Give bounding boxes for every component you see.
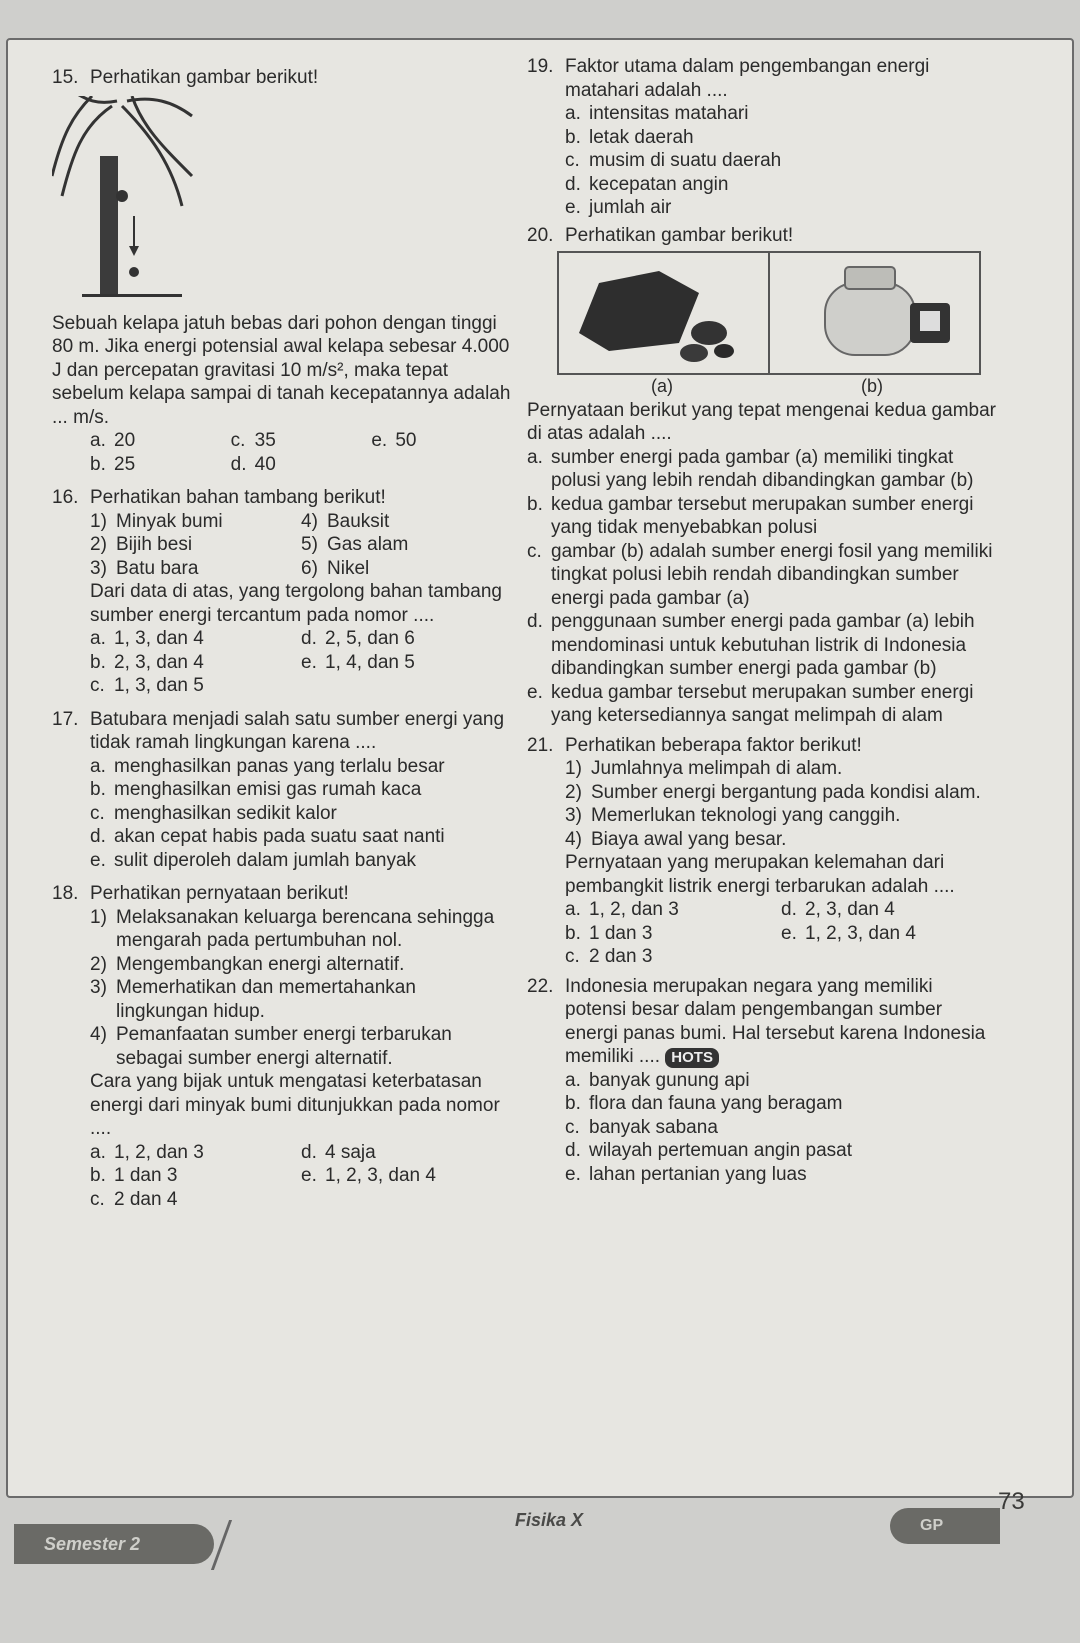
option[interactable]: d. kecepatan angin bbox=[565, 173, 729, 195]
list-item: 1) Minyak bumi bbox=[90, 510, 223, 532]
option[interactable]: c. musim di suatu daerah bbox=[565, 150, 782, 171]
list-item: 4) Biaya awal yang besar. bbox=[565, 828, 787, 850]
option[interactable]: c. 2 dan 3 bbox=[565, 946, 653, 967]
option[interactable]: b. 2, 3, dan 4 bbox=[90, 651, 204, 673]
answer-options bbox=[90, 627, 512, 698]
option[interactable]: c. menghasilkan sedikit kalor bbox=[90, 802, 337, 824]
list-item: 5) Gas alam bbox=[301, 534, 409, 555]
option[interactable]: b. 25 bbox=[90, 453, 136, 475]
question-prompt: Perhatikan gambar berikut! bbox=[90, 67, 319, 88]
figure-labels bbox=[557, 375, 977, 399]
question-number: 17. bbox=[52, 708, 79, 730]
option[interactable]: a. sumber energi pada gambar (a) memiliki tingkat polusi yang lebih rendah dibandingkan gambar (b) bbox=[527, 446, 974, 491]
question-prompt: Perhatikan beberapa faktor berikut! bbox=[565, 734, 862, 756]
option[interactable]: a. menghasilkan panas yang terlalu besar bbox=[90, 755, 445, 777]
option[interactable]: a. 1, 2, dan 3 bbox=[90, 1141, 204, 1163]
question-prompt: Batubara menjadi salah satu sumber energi yang tidak ramah lingkungan karena .... bbox=[90, 708, 505, 753]
answer-options bbox=[527, 446, 997, 728]
option[interactable]: a. 1, 3, dan 4 bbox=[90, 628, 204, 649]
option[interactable]: e. 50 bbox=[371, 430, 417, 451]
coconut-tree-figure bbox=[52, 96, 512, 306]
list-item: 2) Bijih besi bbox=[90, 534, 193, 555]
option[interactable]: c. gambar (b) adalah sumber energi fosil yang memiliki tingkat polusi lebih rendah dibandingkan sumber energi pada gambar (a) bbox=[527, 540, 993, 609]
option[interactable]: b. kedua gambar tersebut merupakan sumber energi yang tidak menyebabkan polusi bbox=[527, 493, 974, 538]
option[interactable]: b. 1 dan 3 bbox=[565, 922, 653, 944]
question-prompt: Perhatikan gambar berikut! bbox=[565, 224, 794, 246]
question-prompt: Indonesia merupakan negara yang memiliki potensi besar dalam pengembangan sumber energi panas bumi. Hal tersebut karena Indonesia memiliki .... HOTS bbox=[565, 975, 986, 1067]
question-16 bbox=[52, 486, 512, 698]
hots-badge: HOTS bbox=[665, 1048, 719, 1068]
option[interactable]: e. lahan pertanian yang luas bbox=[565, 1163, 807, 1185]
question-15 bbox=[52, 66, 512, 476]
option[interactable]: a. 1, 2, dan 3 bbox=[565, 899, 679, 920]
option[interactable]: c. banyak sabana bbox=[565, 1116, 718, 1138]
list-item: 4) Bauksit bbox=[301, 510, 390, 532]
question-21 bbox=[527, 734, 997, 969]
list-item: 6) Nikel bbox=[301, 557, 370, 579]
option[interactable]: d. wilayah pertemuan angin pasat bbox=[565, 1140, 853, 1161]
left-column bbox=[52, 66, 512, 1215]
option[interactable]: e. 1, 2, 3, dan 4 bbox=[781, 922, 916, 944]
answer-options bbox=[90, 755, 512, 873]
answer-options bbox=[565, 1069, 997, 1187]
list-item: 4) Pemanfaatan sumber energi terbarukan sebagai sumber energi alternatif. bbox=[90, 1024, 452, 1069]
question-prompt: Faktor utama dalam pengembangan energi matahari adalah .... bbox=[565, 56, 930, 101]
question-number: 20. bbox=[527, 224, 554, 246]
option[interactable]: a. intensitas matahari bbox=[565, 103, 749, 124]
item-list bbox=[90, 906, 512, 1071]
option[interactable]: e. kedua gambar tersebut merupakan sumber energi yang ketersediannya sangat melimpah di alam bbox=[527, 681, 974, 726]
list-item: 1) Melaksanakan keluarga berencana sehingga mengarah pada pertumbuhan nol. bbox=[90, 906, 495, 951]
subject-label: Fisika X bbox=[515, 1510, 584, 1530]
question-17 bbox=[52, 708, 512, 873]
right-column bbox=[527, 55, 997, 1190]
answer-options bbox=[90, 1141, 512, 1212]
list-item: 2) Mengembangkan energi alternatif. bbox=[90, 953, 405, 975]
question-20 bbox=[527, 224, 997, 728]
answer-options bbox=[565, 898, 997, 969]
question-19 bbox=[527, 55, 997, 220]
option[interactable]: d. 2, 5, dan 6 bbox=[301, 628, 415, 649]
list-item: 3) Memerhatikan dan memertahankan lingkungan hidup. bbox=[90, 977, 416, 1022]
page-number: 73 bbox=[998, 1488, 1025, 1515]
option[interactable]: e. sulit diperoleh dalam jumlah banyak bbox=[90, 849, 417, 871]
list-item: 3) Batu bara bbox=[90, 557, 199, 579]
publisher-logo: GP bbox=[890, 1508, 1000, 1544]
option[interactable]: e. 1, 2, 3, dan 4 bbox=[301, 1165, 436, 1186]
figure-label-a: (a) bbox=[651, 376, 673, 396]
question-number: 22. bbox=[527, 975, 554, 997]
option[interactable]: b. flora dan fauna yang beragam bbox=[565, 1093, 843, 1114]
option[interactable]: c. 35 bbox=[230, 430, 276, 451]
answer-options bbox=[90, 429, 512, 476]
coal-image bbox=[559, 253, 770, 373]
option[interactable]: e. 1, 4, dan 5 bbox=[301, 651, 415, 673]
question-text: Sebuah kelapa jatuh bebas dari pohon dengan tinggi 80 m. Jika energi potensial awal kelapa sebesar 4.000 J dan percepatan gravitasi 10 m/s², maka tepat sebelum kelapa sampai di tanah kecepatannya adalah ... m/s. bbox=[52, 312, 511, 428]
option[interactable]: b. 1 dan 3 bbox=[90, 1165, 178, 1186]
option[interactable]: c. 2 dan 4 bbox=[90, 1188, 178, 1210]
option[interactable]: b. menghasilkan emisi gas rumah kaca bbox=[90, 779, 422, 800]
list-item: 1) Jumlahnya melimpah di alam. bbox=[565, 758, 843, 779]
question-text: Cara yang bijak untuk mengatasi keterbatasan energi dari minyak bumi ditunjukkan pada nomor .... bbox=[90, 1071, 500, 1139]
item-list bbox=[565, 757, 997, 851]
item-list bbox=[90, 510, 512, 581]
question-text: Dari data di atas, yang tergolong bahan tambang sumber energi tercantum pada nomor .... bbox=[90, 581, 502, 626]
question-number: 21. bbox=[527, 734, 554, 756]
question-prompt: Perhatikan bahan tambang berikut! bbox=[90, 487, 386, 508]
list-item: 3) Memerlukan teknologi yang canggih. bbox=[565, 805, 901, 826]
question-number: 18. bbox=[52, 883, 79, 904]
option[interactable]: d. penggunaan sumber energi pada gambar (a) lebih mendominasi untuk kebutuhan listrik di Indonesia dibandingkan sumber energi pada gambar (b) bbox=[527, 611, 975, 679]
question-number: 19. bbox=[527, 56, 554, 77]
figure-label-b: (b) bbox=[861, 376, 883, 396]
option[interactable]: d. 40 bbox=[230, 453, 276, 475]
semester-label: Semester 2 bbox=[14, 1524, 214, 1564]
option[interactable]: d. 2, 3, dan 4 bbox=[781, 899, 895, 920]
question-number: 16. bbox=[52, 487, 79, 508]
energy-source-figures bbox=[557, 251, 981, 375]
option[interactable]: c. 1, 3, dan 5 bbox=[90, 675, 204, 696]
option[interactable]: b. letak daerah bbox=[565, 126, 694, 148]
question-22 bbox=[527, 975, 997, 1187]
question-number: 15. bbox=[52, 67, 79, 88]
option[interactable]: a. banyak gunung api bbox=[565, 1069, 750, 1091]
decorative-stripe bbox=[211, 1520, 256, 1570]
question-text: Pernyataan yang merupakan kelemahan dari pembangkit listrik energi terbarukan adalah .... bbox=[565, 852, 955, 897]
question-18 bbox=[52, 882, 512, 1211]
answer-options bbox=[565, 102, 997, 220]
option[interactable]: d. 4 saja bbox=[301, 1141, 376, 1163]
question-text: Pernyataan berikut yang tepat mengenai kedua gambar di atas adalah .... bbox=[527, 399, 996, 444]
list-item: 2) Sumber energi bergantung pada kondisi alam. bbox=[565, 781, 981, 803]
option[interactable]: a. 20 bbox=[90, 430, 136, 451]
gas-cylinder-image bbox=[770, 253, 979, 373]
question-prompt: Perhatikan pernyataan berikut! bbox=[90, 883, 349, 904]
option[interactable]: e. jumlah air bbox=[565, 197, 672, 218]
option[interactable]: d. akan cepat habis pada suatu saat nanti bbox=[90, 826, 445, 847]
